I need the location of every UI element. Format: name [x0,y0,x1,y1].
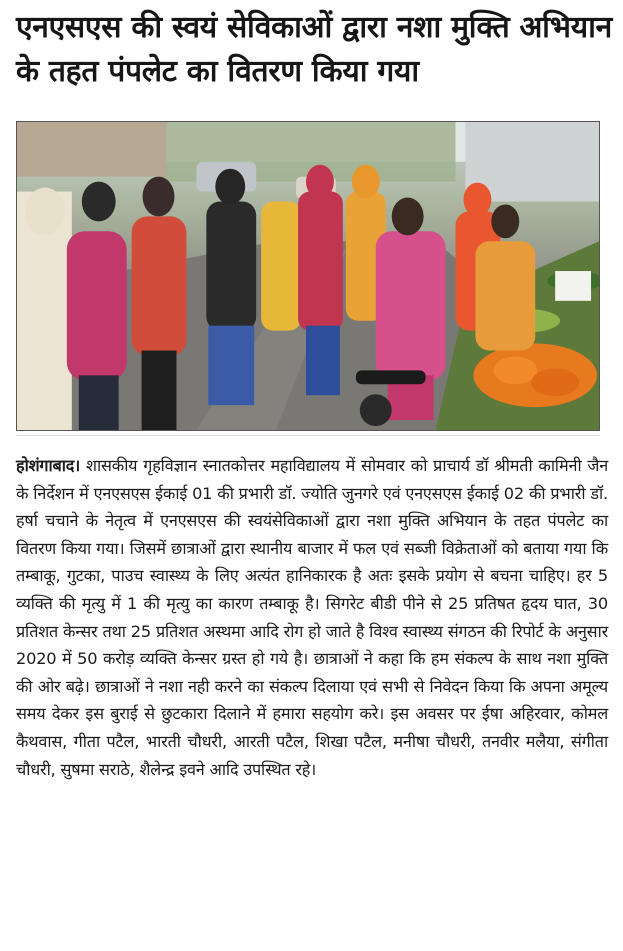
headline: एनएसएस की स्वयं सेविकाओं द्वारा नशा मुक्ति अभियान के तहत पंपलेट का वितरण किया गया [16,10,612,89]
photo-illustration [17,122,599,430]
news-photo [16,121,600,431]
article-body [16,452,608,783]
article-text: शासकीय गृहविज्ञान स्नातकोत्तर महाविद्यालय में सोमवार को प्राचार्य डॉ श्रीमती कामिनी जैन के निर्देशन में एनएसएस ईकाई 01 की प्रभारी डॉ. ज्योति जुनगरे एवं एनएसएस ईकाई 02 की प्रभारी डॉ. हर्षा चचाने के नेतृत्व में एनएसएस की स्वयंसेविकाओं द्वारा नशा मुक्ति अभियान के तहत पंपलेट का वितरण किया गया। जिसमें छात्राओं द्वारा स्थानीय बाजार में फल एवं सब्जी विक्रेताओं को बताया गया कि तम्बाकू, गुटका, पाउच स्वास्थ्य के लिए अत्यंत हानिकारक है अतः इसके प्रयोग से बचना चाहिए। हर 5 व्यक्ति की मृत्यु में 1 की मृत्यु का कारण तम्बाकू है। सिगरेट बीडी पीने से 25 प्रतिषत हृदय घात, 30 प्रतिशत केन्सर तथा 25 प्रतिशत अस्थमा आदि रोग हो जाते है विश्व स्वास्थ्य संगठन की रिपोर्ट के अनुसार 2020 में 50 करोड़ व्यक्ति केन्सर ग्रस्त हो गये है। छात्राओं ने कहा कि हम संकल्प के साथ नशा मुक्ति की ओर बढ़े। छात्राओं ने नशा नही करने का संकल्प दिलाया एवं सभी से निवेदन किया कि अपना अमूल्य समय देकर इस बुराई से छुटकारा दिलाने में हमारा सहयोग करे। इस अवसर पर ईषा अहिरवार, कोमल कैथवास, गीता पटैल, भारती चौधरी, आरती पटैल, शिखा पटैल, मनीषा चौधरी, तनवीर मलैया, संगीता चौधरी, सुषमा सराठे, शैलेन्द्र इवने आदि उपस्थित रहे। [16,456,608,779]
dateline: होशंगाबाद। [16,456,81,475]
divider [16,435,600,436]
